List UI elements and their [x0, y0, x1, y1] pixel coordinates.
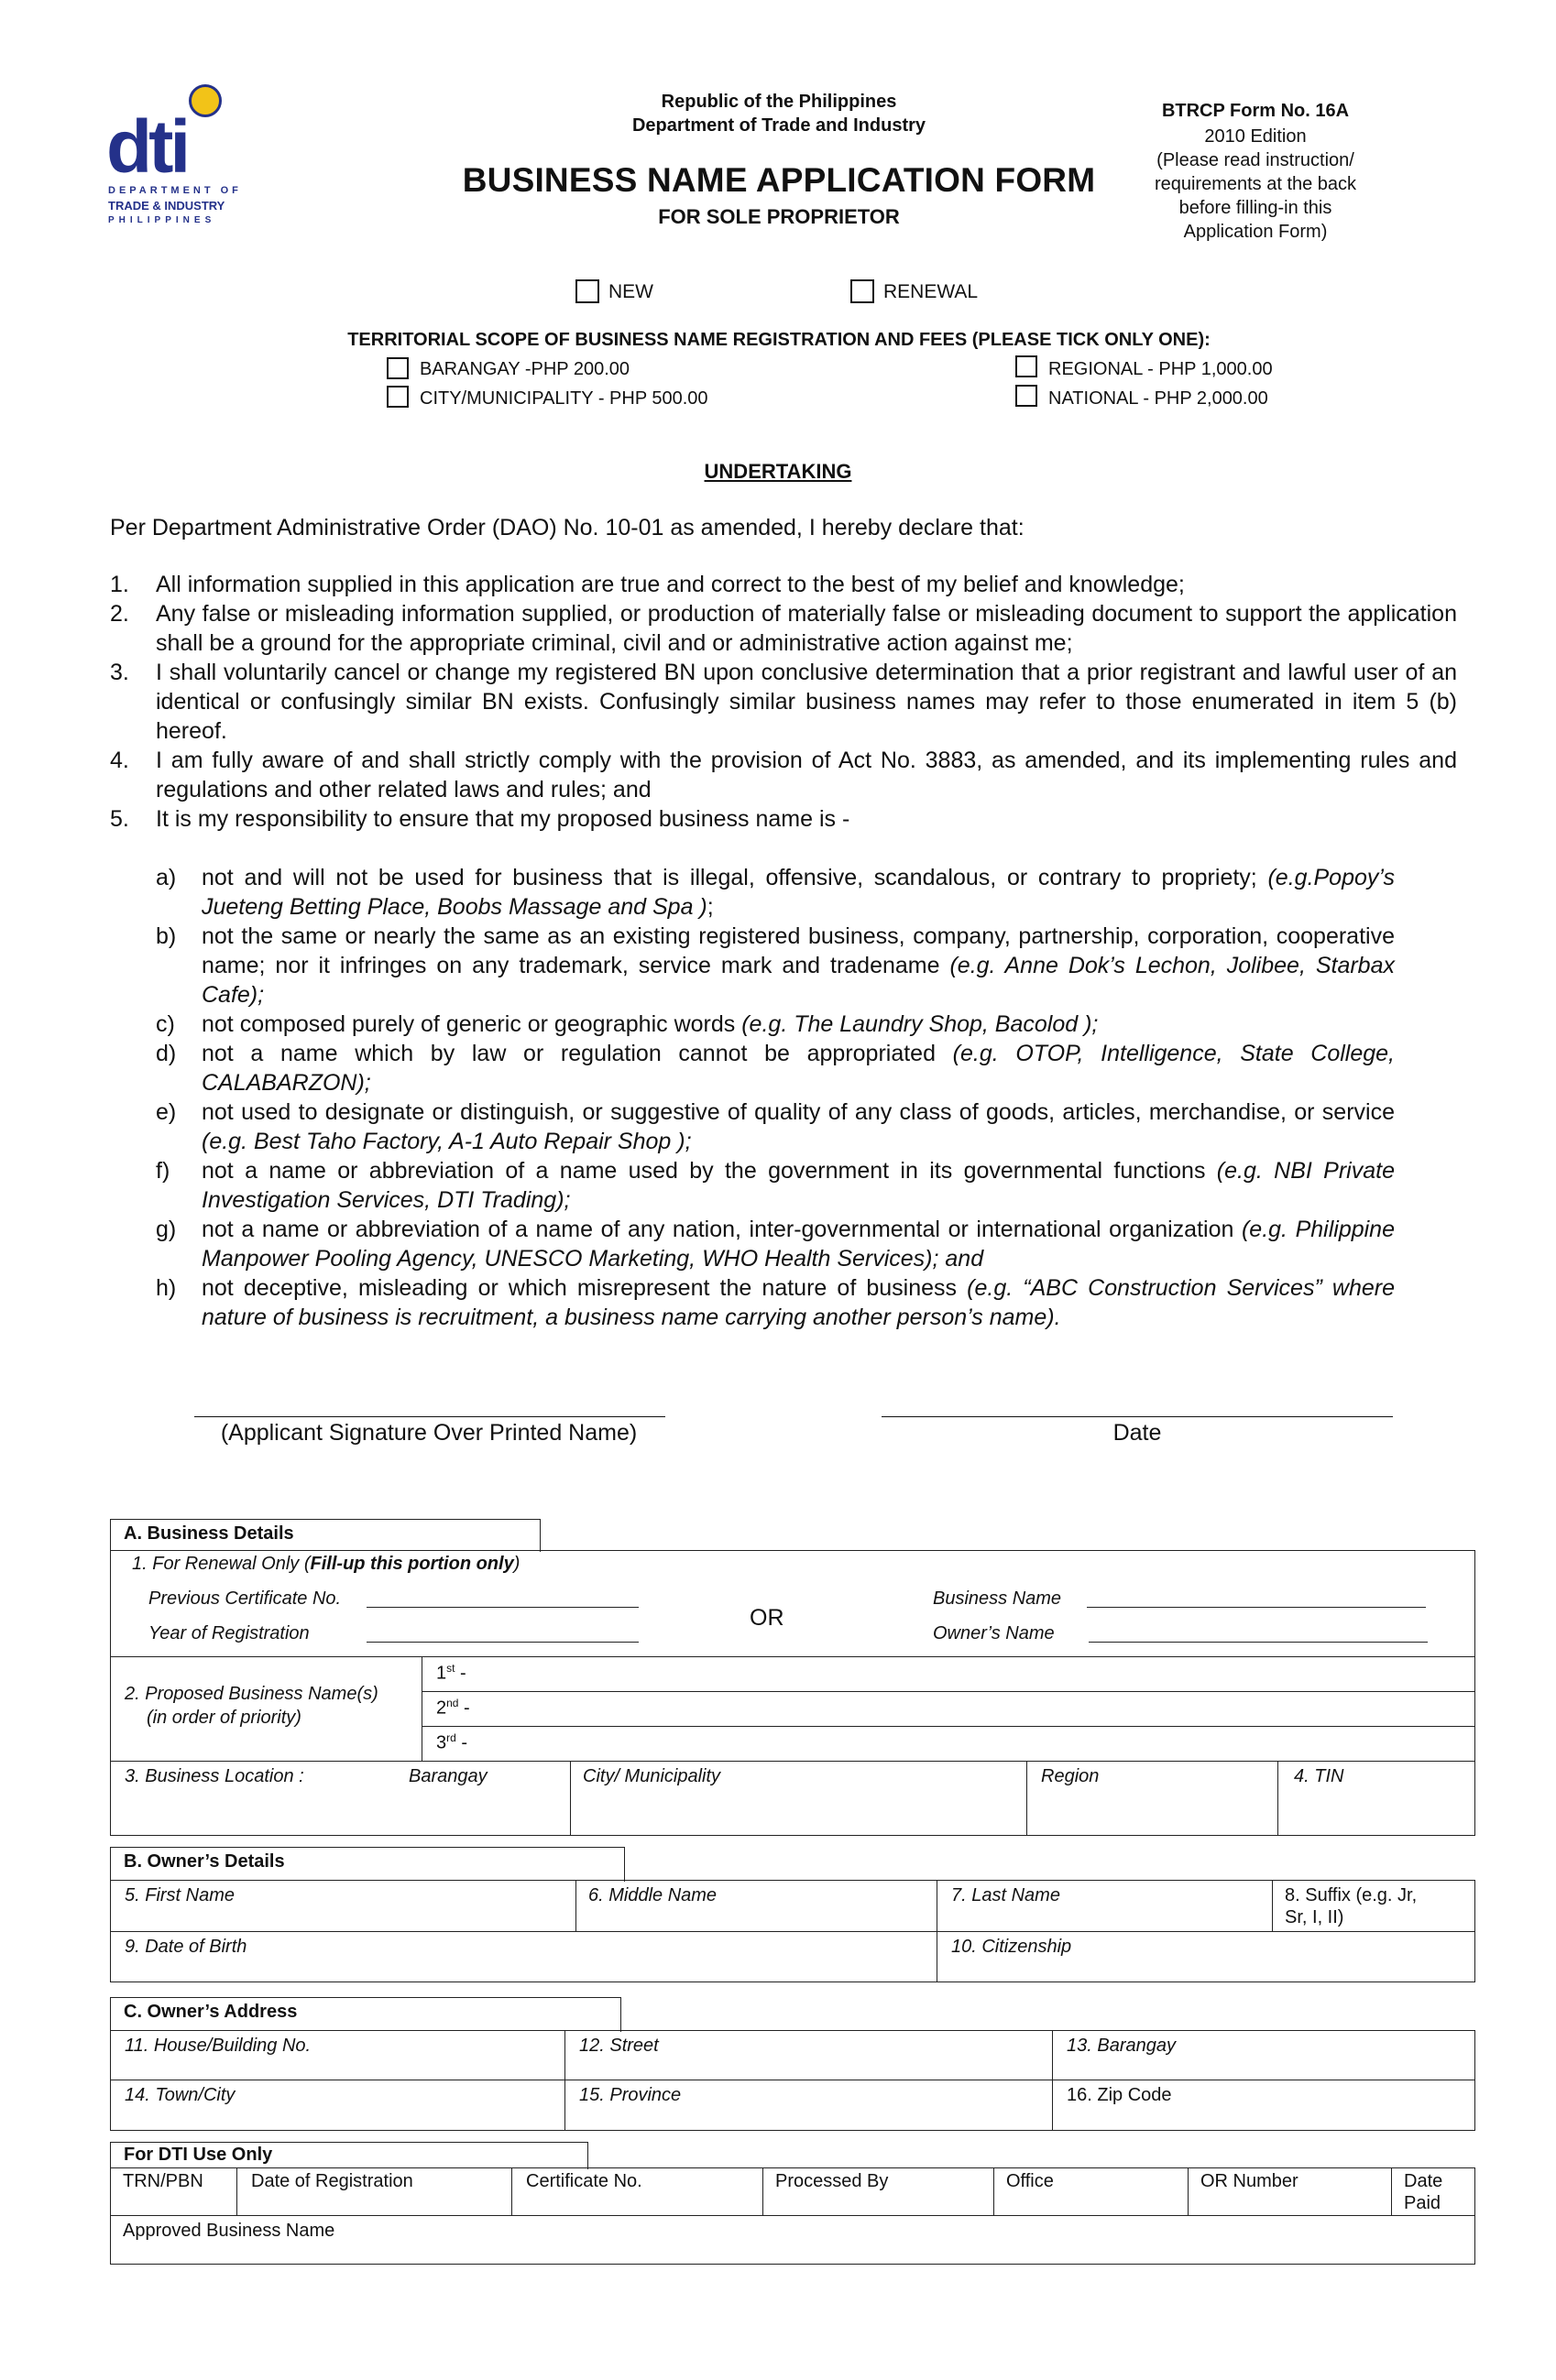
logo-line-3: PHILIPPINES — [108, 215, 216, 225]
subitem-example: (e.g. NBI Private Investigation Services, DTI Trading); — [202, 1158, 1395, 1213]
col-divider — [511, 2167, 512, 2215]
business-name-label — [933, 1588, 1061, 1610]
year-reg-field[interactable] — [367, 1642, 639, 1643]
business-location-text: 3. Business Location : — [125, 1766, 304, 1786]
col-divider — [1277, 1761, 1278, 1836]
item-number: 2. — [110, 601, 129, 627]
col-divider — [1272, 1880, 1273, 1931]
date-line[interactable] — [882, 1416, 1393, 1417]
subitem-body: not a name which by law or regulation cannot be appropriated — [202, 1041, 953, 1066]
subitem-g — [156, 1215, 1395, 1273]
city-scope-label: CITY/MUNICIPALITY - PHP 500.00 — [420, 388, 708, 409]
barangay-scope-label: BARANGAY -PHP 200.00 — [420, 359, 630, 379]
proposed-name-line-1: 2. Proposed Business Name(s) — [125, 1684, 378, 1704]
subitem-number: h) — [156, 1275, 177, 1301]
citizenship-text: 10. Citizenship — [951, 1937, 1072, 1957]
item-number: 5. — [110, 806, 129, 832]
row-divider — [110, 1931, 1475, 1932]
business-name-field[interactable] — [1087, 1607, 1426, 1608]
row-divider — [110, 1656, 1475, 1657]
new-label: NEW — [608, 281, 653, 302]
undertaking-item — [110, 658, 1457, 746]
national-scope-label: NATIONAL - PHP 2,000.00 — [1048, 388, 1268, 409]
subitem-body: not and will not be used for business that is illegal, offensive, scandalous, or contrary to propriety; — [202, 865, 1268, 890]
col-divider — [1391, 2167, 1392, 2215]
province-text: 15. Province — [579, 2085, 682, 2105]
subitem-example: (e.g. Philippine Manpower Pooling Agency, UNESCO Marketing, WHO Health Services); and — [202, 1217, 1395, 1272]
new-checkbox[interactable] — [575, 279, 599, 303]
processed-by-label: Processed By — [775, 2171, 889, 2191]
subitem-a — [156, 863, 1395, 922]
note-line-1: (Please read instruction/ — [1156, 150, 1354, 170]
first-name-text: 5. First Name — [125, 1885, 236, 1905]
proposed-name-line-2: (in order of priority) — [147, 1708, 301, 1728]
tin-text: 4. TIN — [1294, 1766, 1344, 1786]
item-number: 4. — [110, 748, 129, 773]
proposed-name-1-field[interactable] — [495, 1660, 1466, 1689]
row-divider — [110, 2215, 1475, 2216]
second-sup: nd — [446, 1697, 459, 1709]
dti-use-header: For DTI Use Only — [110, 2142, 588, 2169]
or-label: OR — [750, 1605, 784, 1631]
subitem-e — [156, 1097, 1395, 1156]
renewal-label: RENEWAL — [883, 281, 979, 302]
col-divider — [564, 2030, 565, 2131]
row-divider — [422, 1726, 1475, 1727]
house-text: 11. House/Building No. — [125, 2036, 312, 2056]
item-text: I am fully aware of and shall strictly comply with the provision of Act No. 3883, as amended, and its implementing rules and regulations and other related laws and rules; and — [156, 748, 1457, 802]
col-divider — [236, 2167, 237, 2215]
subitem-text — [202, 1156, 1395, 1215]
prev-cert-label — [148, 1588, 341, 1610]
subitem-text — [202, 1010, 1395, 1039]
note-line-2: requirements at the back — [1154, 174, 1357, 194]
form-subtitle: FOR SOLE PROPRIETOR — [658, 205, 900, 228]
second-dash: - — [458, 1698, 470, 1719]
town-label — [125, 2085, 235, 2106]
renewal-bold: Fill-up this portion only — [310, 1554, 514, 1574]
subitem-body: not deceptive, misleading or which misrepresent the nature of business — [202, 1275, 968, 1301]
republic-heading: Republic of the Philippines — [661, 92, 897, 112]
subitem-body: not the same or nearly the same as an existing registered business, company, partnership, corporation, cooperative name; nor it infringes on any trademark, service mark and tradename — [202, 923, 1395, 978]
street-label — [579, 2036, 659, 2057]
subitem-number: f) — [156, 1158, 170, 1184]
subitem-b — [156, 922, 1395, 1010]
first-num: 1 — [436, 1663, 447, 1684]
scope-title: TERRITORIAL SCOPE OF BUSINESS NAME REGISTRATION AND FEES (PLEASE TICK ONLY ONE): — [347, 330, 1211, 350]
undertaking-title: UNDERTAKING — [704, 460, 852, 483]
regional-scope-label: REGIONAL - PHP 1,000.00 — [1048, 359, 1273, 379]
address-barangay-text: 13. Barangay — [1067, 2036, 1176, 2056]
province-label — [579, 2085, 681, 2106]
subitem-body: not used to designate or distinguish, or suggestive of quality of any class of goods, articles, merchandise, or service — [202, 1099, 1395, 1125]
middle-name-text: 6. Middle Name — [588, 1885, 718, 1905]
undertaking-item — [110, 570, 1457, 599]
city-scope-checkbox[interactable] — [387, 386, 409, 408]
location-city-label — [583, 1766, 720, 1787]
prev-cert-text: Previous Certificate No. — [148, 1588, 342, 1609]
undertaking-item — [110, 599, 1457, 658]
town-text: 14. Town/City — [125, 2085, 236, 2105]
undertaking-item — [110, 804, 1457, 834]
logo-line-2: TRADE & INDUSTRY — [108, 199, 225, 213]
form-title: BUSINESS NAME APPLICATION FORM — [462, 161, 1096, 199]
item-text: All information supplied in this application are true and correct to the best of my belief and knowledge; — [156, 572, 1185, 597]
prev-cert-field[interactable] — [367, 1607, 639, 1608]
business-details-header: A. Business Details — [110, 1519, 541, 1552]
dob-label — [125, 1937, 247, 1958]
form-edition-note — [1118, 125, 1393, 244]
citizenship-label — [951, 1937, 1071, 1958]
location-region-label — [1041, 1766, 1099, 1787]
approved-name-label: Approved Business Name — [123, 2221, 335, 2241]
signature-line[interactable] — [194, 1416, 665, 1417]
proposed-name-2-field[interactable] — [495, 1695, 1466, 1724]
subitem-number: d) — [156, 1041, 177, 1066]
subitem-tail: ; — [707, 894, 714, 920]
suffix-label-1: 8. Suffix (e.g. Jr, — [1285, 1885, 1418, 1905]
owners-details-header: B. Owner’s Details — [110, 1847, 625, 1882]
barangay-scope-checkbox[interactable] — [387, 357, 409, 379]
subitem-example: (e.g. The Laundry Shop, Bacolod ); — [741, 1011, 1099, 1037]
renewal-checkbox[interactable] — [850, 279, 874, 303]
note-line-4: Application Form) — [1183, 222, 1328, 242]
subitem-h — [156, 1273, 1395, 1332]
owners-name-field[interactable] — [1089, 1642, 1428, 1643]
year-reg-label — [148, 1623, 310, 1644]
tin-label — [1294, 1766, 1343, 1787]
renewal-suffix: ) — [513, 1554, 520, 1574]
logo-line-1: DEPARTMENT OF — [108, 185, 242, 196]
item-text: It is my responsibility to ensure that my proposed business name is - — [156, 806, 850, 832]
third-sup: rd — [446, 1731, 456, 1744]
business-location-label — [125, 1766, 304, 1787]
form-number: BTRCP Form No. 16A — [1161, 101, 1350, 121]
subitem-body: not a name or abbreviation of a name used by the government in its governmental functions — [202, 1158, 1217, 1184]
street-text: 12. Street — [579, 2036, 659, 2056]
proposed-priority-label — [147, 1708, 301, 1729]
first-name-label — [125, 1885, 235, 1906]
note-line-3: before filling-in this — [1178, 198, 1332, 218]
first-dash: - — [455, 1663, 466, 1684]
signature-label: (Applicant Signature Over Printed Name) — [220, 1420, 638, 1446]
third-dash: - — [455, 1732, 468, 1753]
last-name-text: 7. Last Name — [951, 1885, 1060, 1905]
business-name-text: Business Name — [933, 1588, 1062, 1609]
subitem-f — [156, 1156, 1395, 1215]
proposed-name-3-label — [436, 1731, 467, 1754]
subitem-body: not composed purely of generic or geographic words — [202, 1011, 742, 1037]
date-label: Date — [1112, 1420, 1162, 1446]
col-divider — [1188, 2167, 1189, 2215]
renewal-only-label — [132, 1554, 520, 1575]
item-text: Any false or misleading information supplied, or production of materially false or misleading document to support the application shall be a ground for the appropriate criminal, civil and or administrative action against me; — [156, 601, 1457, 656]
col-divider — [1026, 1761, 1027, 1836]
zip-label: 16. Zip Code — [1067, 2085, 1172, 2105]
col-divider — [570, 1761, 571, 1836]
suffix-label-2: Sr, I, II) — [1285, 1907, 1344, 1927]
or-number-label: OR Number — [1200, 2171, 1298, 2191]
third-num: 3 — [436, 1732, 447, 1753]
subitem-example: (e.g. Best Taho Factory, A-1 Auto Repair Shop ); — [202, 1129, 692, 1154]
subitem-text — [202, 922, 1395, 1010]
item-number: 3. — [110, 660, 129, 685]
subitem-text — [202, 863, 1395, 922]
subitem-number: b) — [156, 923, 177, 949]
subitem-body: not a name or abbreviation of a name of any nation, inter-governmental or international organization — [202, 1217, 1242, 1242]
subitem-example: (e.g. Anne Dok’s Lechon, Jolibee, Starbax Cafe); — [202, 953, 1395, 1008]
subitem-number: e) — [156, 1099, 177, 1125]
owners-address-header: C. Owner’s Address — [110, 1997, 621, 2032]
globe-icon — [189, 84, 222, 117]
office-label: Office — [1006, 2171, 1054, 2191]
subitem-c — [156, 1010, 1395, 1039]
year-reg-text: Year of Registration — [148, 1623, 310, 1643]
col-divider — [1052, 2030, 1053, 2131]
location-barangay-text: Barangay — [409, 1766, 488, 1786]
date-paid-label-1: Date — [1404, 2171, 1443, 2191]
proposed-name-2-label — [436, 1697, 470, 1719]
subitem-example: (e.g. OTOP, Intelligence, State College, CALABARZON); — [202, 1041, 1396, 1096]
subitem-example: (e.g. “ABC Construction Services” where nature of business is recruitment, a business name carrying another person’s name). — [202, 1275, 1395, 1330]
proposed-name-1-label — [436, 1662, 466, 1685]
edition: 2010 Edition — [1204, 126, 1307, 147]
renewal-prefix: 1. For Renewal Only ( — [132, 1554, 311, 1574]
proposed-name-3-field[interactable] — [495, 1730, 1466, 1759]
second-num: 2 — [436, 1698, 447, 1719]
subitem-text — [202, 1039, 1395, 1097]
subitem-text — [202, 1273, 1395, 1332]
first-sup: st — [446, 1662, 455, 1675]
subitem-number: a) — [156, 865, 177, 890]
subitem-example: (e.g.Popoy’s Jueteng Betting Place, Boobs Massage and Spa ) — [202, 865, 1395, 920]
subitem-number: g) — [156, 1217, 177, 1242]
subitem-d — [156, 1039, 1395, 1097]
dti-logo — [106, 84, 242, 233]
proposed-name-label — [125, 1684, 378, 1705]
subitem-text — [202, 1097, 1395, 1156]
item-text: I shall voluntarily cancel or change my registered BN upon conclusive determination that a prior registrant and lawful user of an identical or confusingly similar BN exists. Confusingly similar business names may refer to those enumerated in item 5 (b) hereof. — [156, 660, 1457, 744]
last-name-label — [951, 1885, 1060, 1906]
item-number: 1. — [110, 572, 129, 597]
col-divider — [762, 2167, 763, 2215]
cert-no-label: Certificate No. — [526, 2171, 642, 2191]
owners-name-label — [933, 1623, 1055, 1644]
date-reg-label: Date of Registration — [251, 2171, 413, 2191]
house-label — [125, 2036, 311, 2057]
owners-name-text: Owner’s Name — [933, 1623, 1055, 1643]
national-scope-checkbox[interactable] — [1015, 385, 1037, 407]
subitem-text — [202, 1215, 1395, 1273]
location-barangay-label — [409, 1766, 488, 1787]
col-divider — [993, 2167, 994, 2215]
row-divider — [110, 1761, 1475, 1762]
date-paid-label-2: Paid — [1404, 2193, 1441, 2213]
regional-scope-checkbox[interactable] — [1015, 355, 1037, 377]
department-heading: Department of Trade and Industry — [631, 115, 926, 136]
location-city-text: City/ Municipality — [583, 1766, 721, 1786]
trn-label: TRN/PBN — [123, 2171, 203, 2191]
address-barangay-label — [1067, 2036, 1176, 2057]
undertaking-intro: Per Department Administrative Order (DAO) No. 10-01 as amended, I hereby declare that: — [110, 515, 1025, 540]
middle-name-label — [588, 1885, 717, 1906]
col-divider — [575, 1880, 576, 1931]
undertaking-item — [110, 746, 1457, 804]
owners-address-table — [110, 2030, 1475, 2131]
dob-text: 9. Date of Birth — [125, 1937, 247, 1957]
location-region-text: Region — [1041, 1766, 1100, 1786]
logo-wordmark: dti — [106, 105, 188, 189]
row-divider — [422, 1691, 1475, 1692]
subitem-number: c) — [156, 1011, 175, 1037]
